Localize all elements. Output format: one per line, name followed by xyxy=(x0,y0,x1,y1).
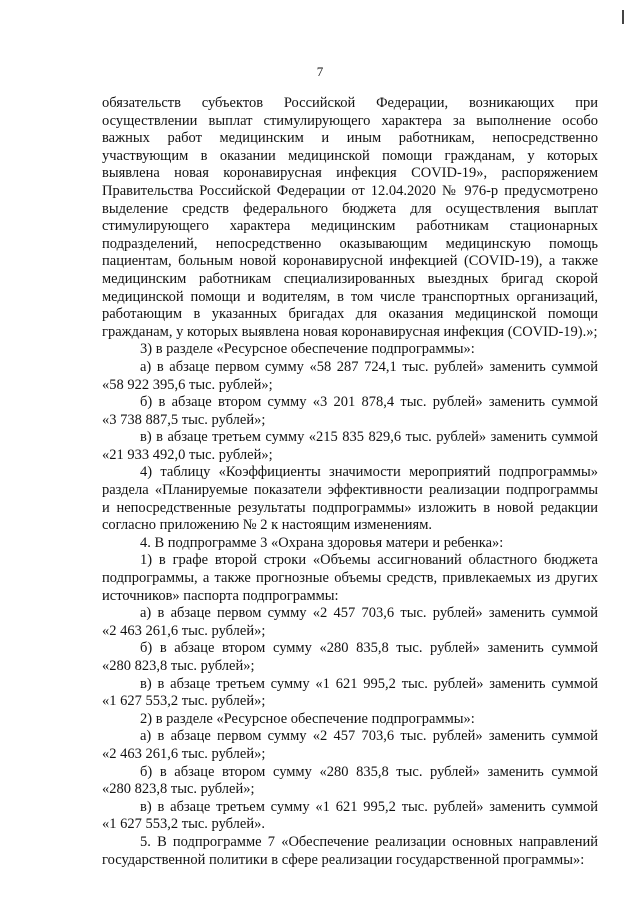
text-line: источников» паспорта подпрограммы: xyxy=(102,587,339,604)
text-line: б) в абзаце втором сумму «3 201 878,4 тыс. рублей» заменить суммой xyxy=(140,394,598,411)
text-line: медицинской помощи и водителям, в том числе транспортных организаций, xyxy=(102,288,598,305)
text-line: 4) таблицу «Коэффициенты значимости мероприятий подпрограммы» xyxy=(140,464,598,481)
text-line: и непосредственные результаты подпрограммы» изложить в новой редакции xyxy=(102,499,598,516)
text-line: «280 823,8 тыс. рублей»; xyxy=(102,658,255,674)
text-line: согласно приложению № 2 к настоящим изменениям. xyxy=(102,517,433,534)
text-line: медицинским работникам специализированных выездных бригад скорой xyxy=(102,270,598,287)
text-line: участвующим в оказании медицинской помощи гражданам, у которых xyxy=(102,147,598,164)
text-line: пациентам, больным новой коронавирусной инфекцией (COVID-19), а также xyxy=(102,253,598,270)
text-line: подразделений, непосредственно оказывающим медицинскую помощь xyxy=(102,235,598,252)
text-line: а) в абзаце первом сумму «2 457 703,6 тыс. рублей» заменить суммой xyxy=(140,605,598,622)
text-line: б) в абзаце втором сумму «280 835,8 тыс. рублей» заменить суммой xyxy=(140,640,598,657)
text-line: в) в абзаце третьем сумму «1 621 995,2 тыс. рублей» заменить суммой xyxy=(140,675,598,692)
text-line: работающим в указанных бригадах для оказания медицинской помощи xyxy=(102,306,598,323)
text-line: 4. В подпрограмме 3 «Охрана здоровья матери и ребенка»: xyxy=(140,534,504,551)
text-line: осуществлении выплат стимулирующего характера за выполнение особо xyxy=(102,112,598,129)
text-line: 2) в разделе «Ресурсное обеспечение подпрограммы»: xyxy=(140,710,475,727)
text-line: гражданам, у которых выявлена новая коронавирусная инфекция (COVID-19).»; xyxy=(102,323,598,340)
text-line: обязательств субъектов Российской Федерации, возникающих при xyxy=(102,95,598,111)
text-line: б) в абзаце втором сумму «280 835,8 тыс. рублей» заменить суммой xyxy=(140,763,598,780)
page-number: 7 xyxy=(316,64,324,79)
text-line: «3 738 887,5 тыс. рублей»; xyxy=(102,411,266,428)
scan-mark xyxy=(622,10,624,24)
text-line: подпрограммы, а также прогнозные объемы средств, привлекаемых из других xyxy=(102,570,598,587)
text-line: выделение средств федерального бюджета для осуществления выплат xyxy=(102,200,598,217)
text-line: «2 463 261,6 тыс. рублей»; xyxy=(102,622,266,639)
text-line: а) в абзаце первом сумму «2 457 703,6 тыс. рублей» заменить суммой xyxy=(140,728,598,745)
text-line: стимулирующего характера медицинским работникам стационарных xyxy=(102,218,598,235)
text-line: «21 933 492,0 тыс. рублей»; xyxy=(102,446,273,463)
text-line: Правительства Российской Федерации от 12.04.2020 № 976-р предусмотрено xyxy=(102,182,598,199)
text-line: раздела «Планируемые показатели эффективности реализации подпрограммы xyxy=(102,482,598,499)
text-line: «58 922 395,6 тыс. рублей»; xyxy=(102,376,273,393)
text-line: «2 463 261,6 тыс. рублей»; xyxy=(102,745,266,762)
document-body xyxy=(102,95,598,869)
text-line: в) в абзаце третьем сумму «1 621 995,2 тыс. рублей» заменить суммой xyxy=(140,798,598,815)
text-line: 5. В подпрограмме 7 «Обеспечение реализации основных направлений xyxy=(140,833,598,850)
text-line: «280 823,8 тыс. рублей»; xyxy=(102,781,255,798)
text-line: 3) в разделе «Ресурсное обеспечение подпрограммы»: xyxy=(140,341,475,358)
text-line: государственной политики в сфере реализации государственной программы»: xyxy=(102,851,585,868)
text-line: 1) в графе второй строки «Объемы ассигнований областного бюджета xyxy=(140,552,598,569)
text-line: «1 627 553,2 тыс. рублей»; xyxy=(102,693,266,710)
text-line: выявлена новая коронавирусная инфекция COVID-19», распоряжением xyxy=(102,165,598,182)
text-line: а) в абзаце первом сумму «58 287 724,1 тыс. рублей» заменить суммой xyxy=(140,358,598,375)
text-line: «1 627 553,2 тыс. рублей». xyxy=(102,816,265,833)
text-line: в) в абзаце третьем сумму «215 835 829,6 тыс. рублей» заменить суммой xyxy=(140,429,598,446)
text-line: важных работ медицинским и иным работникам, непосредственно xyxy=(102,130,598,147)
